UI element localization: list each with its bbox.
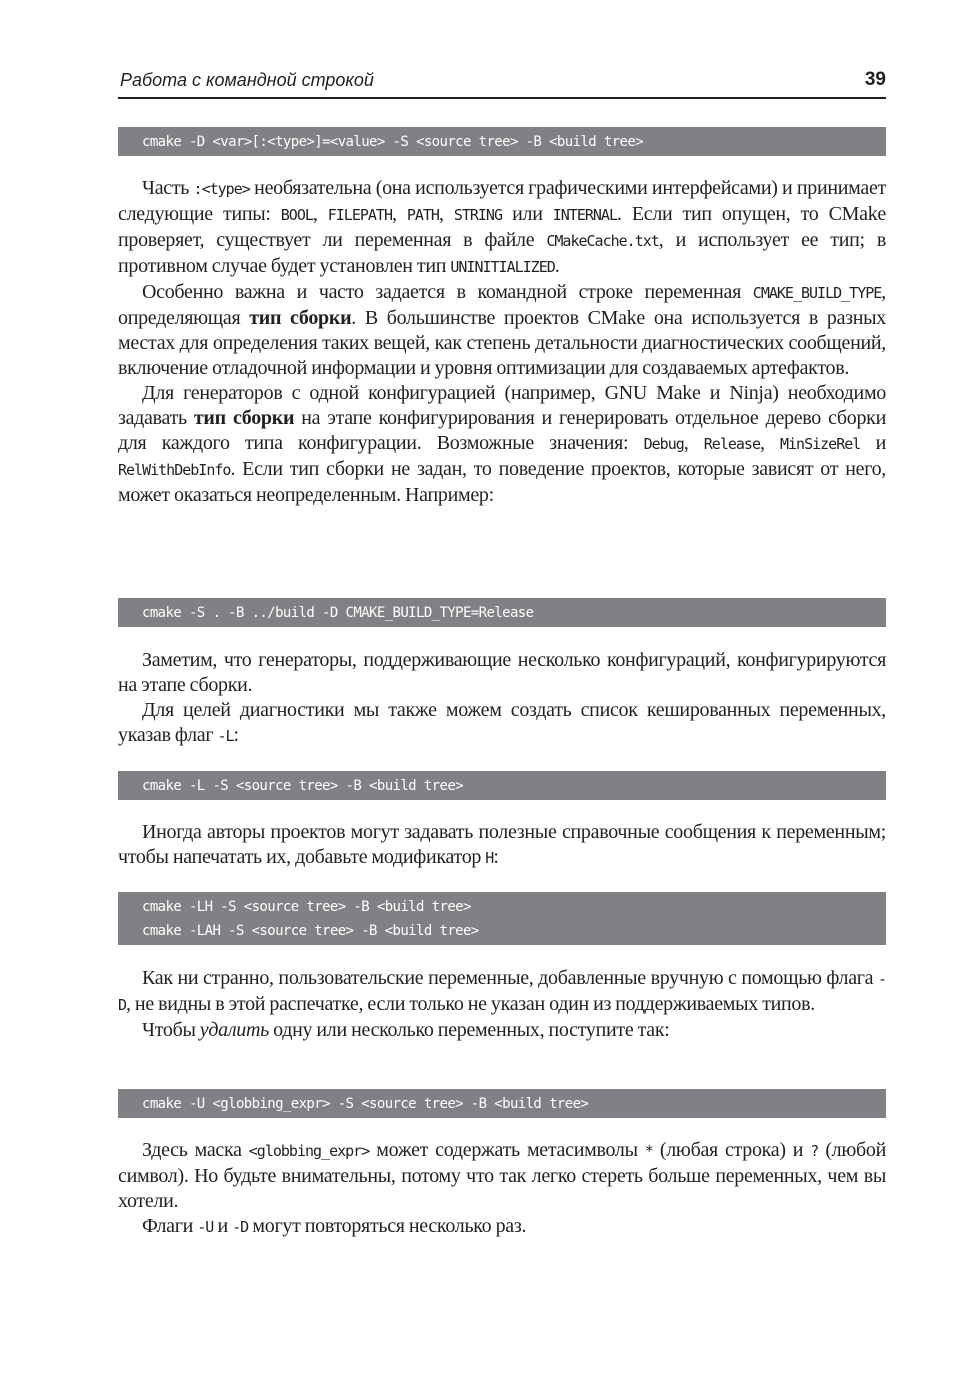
- emphasis: удалить: [199, 1019, 269, 1041]
- code-line: cmake -D <var>[:<type>]=<value> -S <source tree> -B <build tree>: [142, 134, 644, 150]
- text-run: Особенно важна и часто задается в командной строке переменная: [142, 281, 753, 303]
- inline-code: STRING: [453, 206, 502, 224]
- text-run: , определяющая: [118, 281, 886, 329]
- text-run: . Если тип сборки не задан, то поведение проектов, которые зависят от него, может оказаться неопределенным. Например:: [118, 458, 886, 506]
- inline-code: Release: [703, 435, 760, 453]
- text-run: :: [493, 846, 499, 868]
- inline-code: PATH: [406, 206, 439, 224]
- code-line: cmake -LAH -S <source tree> -B <build tree>: [142, 923, 479, 939]
- text-run: ,: [438, 203, 454, 225]
- code-block: [118, 598, 886, 627]
- text-run: Как ни странно, пользовательские переменные, добавленные вручную с помощью флага: [142, 967, 878, 989]
- inline-code: MinSizeRel: [779, 435, 861, 453]
- page-number: 39: [864, 69, 886, 90]
- text-run: Флаги: [142, 1215, 198, 1237]
- text-section: [118, 1138, 886, 1240]
- inline-code: *: [644, 1142, 653, 1160]
- text-section: [118, 820, 886, 871]
- header-rule: [118, 97, 886, 99]
- text-run: Для целей диагностики мы также можем создать список кешированных переменных, указав флаг: [118, 699, 886, 746]
- inline-code: H: [485, 849, 494, 867]
- text-run: , и использует ее тип; в противном случае будет установлен тип: [118, 229, 887, 277]
- paragraph: [118, 1138, 886, 1214]
- text-run: . В большинстве проектов CMake она используется в разных местах для определения таких вещей, как степень детальности диагностических сообщений, включение отладочной информации и уровня оптимизации для создаваемых артефактов.: [118, 307, 886, 379]
- paragraph: [118, 1018, 886, 1043]
- text-run: Часть: [142, 177, 194, 199]
- text-run: или: [502, 203, 553, 225]
- paragraph: [118, 648, 886, 698]
- running-title: Работа с командной строкой: [120, 70, 374, 90]
- bold-term: тип сборки: [193, 407, 295, 429]
- paragraph: [118, 698, 886, 749]
- inline-code: <globbing_expr>: [248, 1142, 370, 1160]
- code-line: cmake -LH -S <source tree> -B <build tree>: [142, 899, 471, 915]
- paragraph: [118, 1214, 886, 1240]
- paragraph: [118, 381, 886, 508]
- text-section: [118, 648, 886, 749]
- inline-code: Debug: [643, 435, 684, 453]
- inline-code: :<type>: [193, 180, 250, 198]
- code-block: [118, 1089, 886, 1118]
- text-run: Здесь маска: [142, 1139, 249, 1161]
- inline-code: -U: [197, 1218, 214, 1236]
- text-run: (любая строка) и: [652, 1139, 811, 1161]
- text-run: и: [860, 432, 886, 454]
- inline-code: RelWithDebInfo: [118, 461, 231, 479]
- paragraph: [118, 176, 886, 280]
- inline-code: BOOL: [280, 206, 313, 224]
- paragraph: [118, 280, 886, 381]
- text-run: (любой символ). Но будьте внимательны, потому что так легко стереть больше переменных, чем вы хотели.: [118, 1139, 886, 1212]
- code-line: cmake -S . -B ../build -D CMAKE_BUILD_TYPE=Release: [142, 605, 534, 621]
- text-run: , не видны в этой распечатке, если только не указан один из поддерживаемых типов.: [126, 993, 815, 1015]
- text-section: [118, 176, 886, 508]
- inline-code: CMakeCache.txt: [546, 232, 659, 250]
- code-block: [118, 771, 886, 800]
- text-run: ,: [759, 432, 780, 454]
- paragraph: [118, 966, 886, 1018]
- text-run: Заметим, что генераторы, поддерживающие несколько конфигураций, конфигурируются на этапе сборки.: [118, 649, 886, 696]
- text-run: одну или несколько переменных, поступите так:: [268, 1019, 670, 1041]
- inline-code: -L: [217, 727, 234, 745]
- code-line: cmake -U <globbing_expr> -S <source tree> -B <build tree>: [142, 1096, 589, 1112]
- paragraph: [118, 820, 886, 871]
- text-run: ,: [312, 203, 328, 225]
- text-run: ,: [683, 432, 704, 454]
- text-section: [118, 966, 886, 1043]
- text-run: и: [213, 1215, 233, 1237]
- code-block: [118, 892, 886, 945]
- text-run: на этапе конфигурирования и генерировать отдельное дерево сборки для каждого типа конфигурации. Возможные значения:: [118, 407, 886, 454]
- inline-code: CMAKE_BUILD_TYPE: [752, 284, 882, 302]
- text-run: Чтобы: [142, 1019, 200, 1041]
- inline-code: INTERNAL: [552, 206, 617, 224]
- inline-code: FILEPATH: [327, 206, 392, 224]
- text-run: Для генераторов с одной конфигурацией (например, GNU Make и Ninja) необходимо задавать: [118, 382, 886, 429]
- code-block: [118, 127, 886, 156]
- inline-code: -D: [232, 1218, 249, 1236]
- text-run: могут повторяться несколько раз.: [248, 1215, 527, 1237]
- code-line: cmake -L -S <source tree> -B <build tree>: [142, 778, 463, 794]
- bold-term: тип сборки: [249, 307, 352, 329]
- text-run: . Если тип опущен, то CMake проверяет, существует ли переменная в файле: [118, 203, 887, 251]
- text-run: может содержать метасимволы: [369, 1139, 645, 1161]
- text-run: :: [233, 724, 239, 746]
- text-run: ,: [392, 203, 407, 225]
- text-run: Иногда авторы проектов могут задавать полезные справочные сообщения к переменным; чтобы напечатать их, добавьте модификатор: [118, 821, 886, 868]
- text-run: необязательна (она используется графическими интерфейсами) и принимает следующие типы:: [118, 177, 886, 225]
- inline-code: -D: [118, 970, 886, 1014]
- inline-code: ?: [810, 1142, 819, 1160]
- inline-code: UNINITIALIZED: [450, 258, 555, 276]
- text-run: .: [554, 255, 560, 277]
